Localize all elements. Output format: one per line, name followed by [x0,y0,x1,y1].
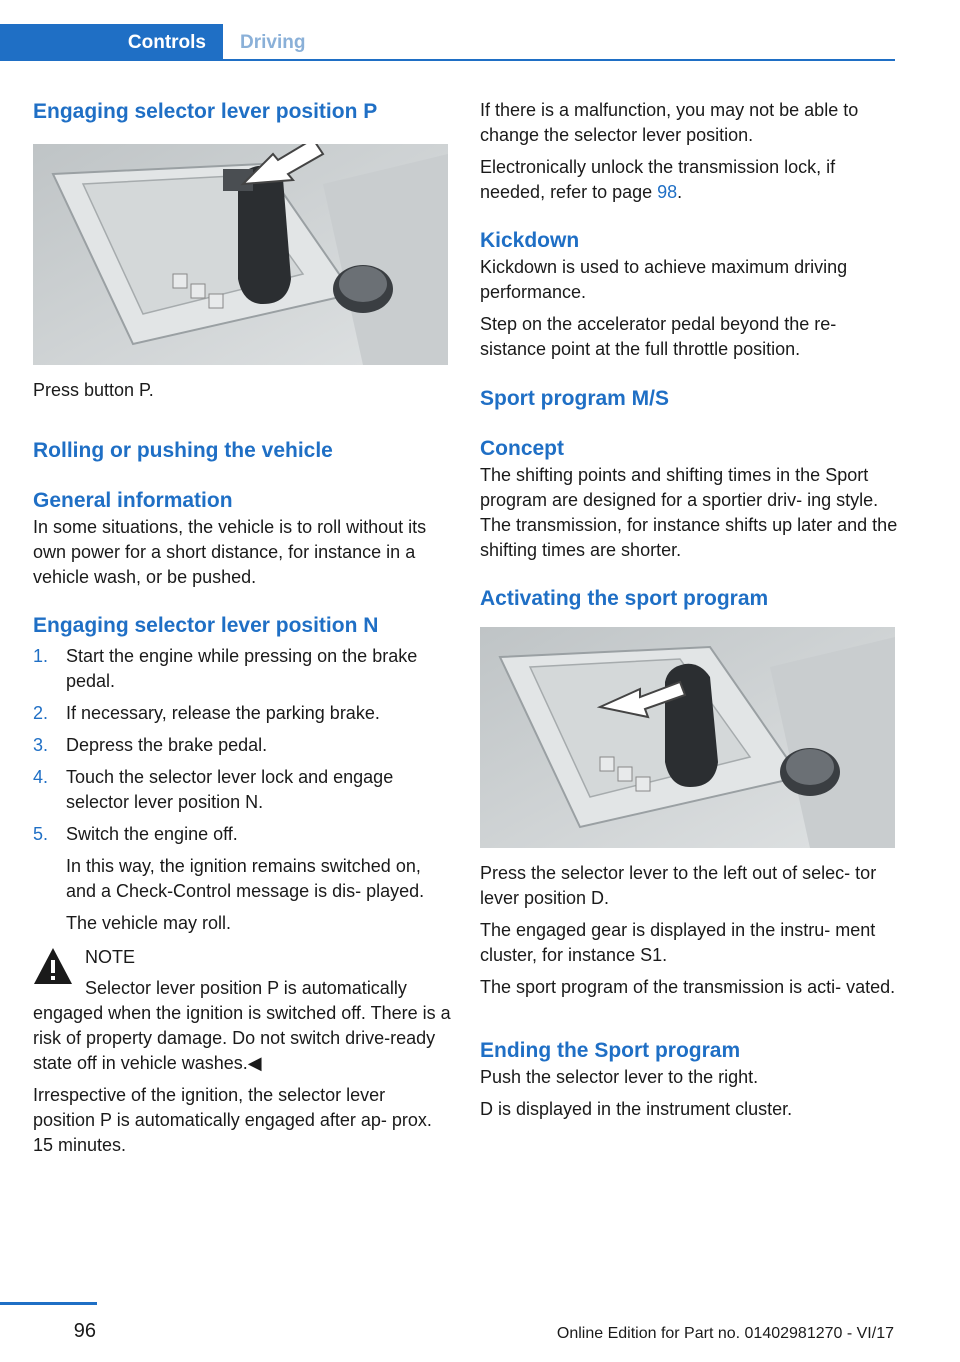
text-press-p: Press button P. [33,380,154,400]
text-unlock: Electronically unlock the transmission lock, if needed, refer to page 98. [480,157,836,202]
text-irrespective: Irrespective of the ignition, the selector lever position P is automatically engaged after ap‐ prox. 15 minutes. [33,1085,432,1155]
text-kickdown-1: Kickdown is used to achieve maximum driving performance. [480,257,848,302]
text-act-1: Press the selector lever to the left out of selec‐ tor lever position D. [480,863,877,908]
left-column [33,98,451,1158]
text-act-3: The sport program of the transmission is acti‐ vated. [480,977,896,997]
heading-rolling: Rolling or pushing the vehicle [33,439,333,462]
page-link[interactable]: 98 [657,182,678,202]
list-item: 3. Depress the brake pedal. [33,735,268,755]
right-column [480,98,900,1122]
list-item: 4. Touch the selector lever lock and engage selector lever position N. [33,767,394,812]
page-number: 96 [73,1320,96,1342]
text-act-2: The engaged gear is displayed in the instru‐ ment cluster, for instance S1. [480,920,876,965]
note-box [33,945,451,1076]
header-tabs [0,24,895,61]
heading-general-info: General information [33,489,233,512]
step5-roll: The vehicle may roll. [66,913,232,933]
heading-concept: Concept [480,437,564,460]
heading-engage-p: Engaging selector lever position P [33,100,378,123]
text-end-1: Push the selector lever to the right. [480,1067,759,1087]
heading-kickdown: Kickdown [480,229,580,252]
text-concept: The shifting points and shifting times in the Sport program are designed for a sportier driv‐ ing style. The transmission, for instance shifts up later and the shifting times are shorter. [480,465,898,560]
text-end-2: D is displayed in the instrument cluster. [480,1099,793,1119]
list-item: 2. If necessary, release the parking brake. [33,703,380,723]
note-text-first: Selector lever position P is automatically [85,978,407,998]
list-item: 1. Start the engine while pressing on the brake pedal. [33,646,418,691]
text-kickdown-2: Step on the accelerator pedal beyond the re‐ sistance point at the full throttle position. [480,314,837,359]
tab-driving[interactable]: Driving [240,32,306,53]
heading-engage-n: Engaging selector lever position N [33,614,379,637]
note-title: NOTE [85,947,136,967]
edition-label: Online Edition for Part no. 01402981270 - VI/17 [556,1325,894,1342]
note-text: engaged when the ignition is switched off. There is a risk of property damage. Do not switch drive-ready state off in vehicle washes.◀ [33,1003,451,1073]
header-rule [223,59,895,61]
heading-ending: Ending the Sport program [480,1039,741,1062]
steps-list [33,644,451,936]
text-general-info: In some situations, the vehicle is to roll without its own power for a short distance, for instance in a vehicle wash, or be pushed. [33,517,427,587]
text-malfunction: If there is a malfunction, you may not be able to change the selector lever position. [480,100,859,145]
step5-detail: In this way, the ignition remains switched on, and a Check-Control message is dis‐ played. [66,856,425,901]
list-item: 5. Switch the engine off. In this way, the ignition remains switched on, and a Check-Control message is dis‐ played. The vehicle may roll. [33,822,451,936]
figure-selector-lever-p [33,144,448,365]
footer-rule [0,1302,97,1305]
heading-activating: Activating the sport program [480,587,769,610]
tab-controls[interactable]: Controls [0,24,223,61]
warning-icon [33,947,73,985]
figure-sport-program [480,627,895,848]
heading-sport-program: Sport program M/S [480,387,670,410]
